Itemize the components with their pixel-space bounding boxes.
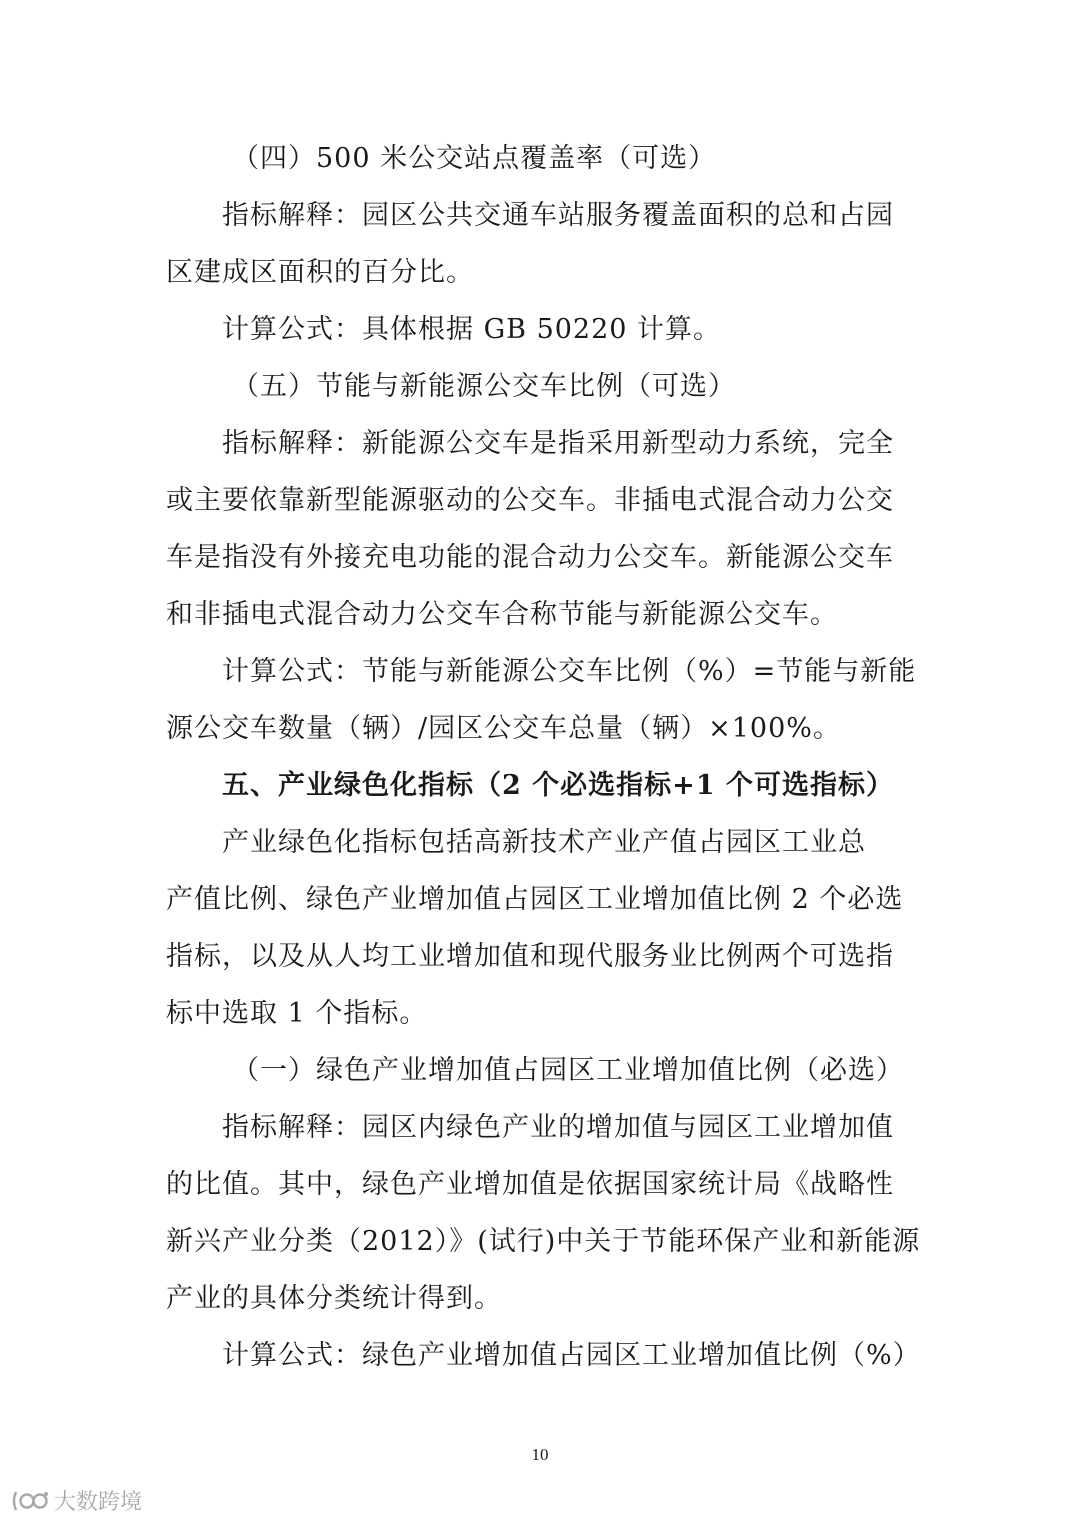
paragraph-line: 产业的具体分类统计得到。 — [166, 1283, 502, 1314]
paragraph-line: 的比值。其中，绿色产业增加值是依据国家统计局《战略性 — [166, 1169, 894, 1200]
paragraph-line: 产业绿色化指标包括高新技术产业产值占园区工业总 — [222, 827, 866, 858]
watermark-text: 大数跨境 — [54, 1490, 143, 1515]
paragraph-line: 计算公式：绿色产业增加值占园区工业增加值比例（%） — [222, 1340, 921, 1371]
paragraph-line: 区建成区面积的百分比。 — [166, 257, 474, 288]
paragraph-line: 车是指没有外接充电功能的混合动力公交车。新能源公交车 — [166, 542, 894, 573]
subsection-heading-green-industry-value: （一）绿色产业增加值占园区工业增加值比例（必选） — [232, 1055, 904, 1086]
paragraph-line: 和非插电式混合动力公交车合称节能与新能源公交车。 — [166, 599, 838, 630]
paragraph-line: 或主要依靠新型能源驱动的公交车。非插电式混合动力公交 — [166, 485, 894, 516]
paragraph-line: 指标解释：新能源公交车是指采用新型动力系统，完全 — [222, 428, 894, 459]
page-number: 10 — [531, 1445, 549, 1464]
subsection-heading-bus-stop-coverage: （四）500 米公交站点覆盖率（可选） — [232, 143, 717, 174]
subsection-heading-new-energy-bus: （五）节能与新能源公交车比例（可选） — [232, 371, 736, 402]
paragraph-line: 标中选取 1 个指标。 — [166, 998, 428, 1029]
paragraph-line: 指标解释：园区内绿色产业的增加值与园区工业增加值 — [222, 1112, 894, 1143]
paragraph-line: 指标解释：园区公共交通车站服务覆盖面积的总和占园 — [222, 200, 894, 231]
paragraph-line: 新兴产业分类（2012）》(试行)中关于节能环保产业和新能源 — [166, 1226, 921, 1257]
paragraph-line: 计算公式：节能与新能源公交车比例（%）=节能与新能 — [222, 656, 917, 687]
paragraph-line: 产值比例、绿色产业增加值占园区工业增加值比例 2 个必选 — [166, 884, 904, 915]
watermark — [10, 1485, 142, 1516]
paragraph-line: 计算公式：具体根据 GB 50220 计算。 — [222, 314, 722, 345]
watermark-logo-icon — [10, 1488, 50, 1514]
paragraph-line: 源公交车数量（辆）/园区公交车总量（辆）×100%。 — [166, 713, 841, 744]
paragraph-line: 指标，以及从人均工业增加值和现代服务业比例两个可选指 — [166, 941, 894, 972]
section-heading-industry-greening: 五、产业绿色化指标（2 个必选指标+1 个可选指标） — [222, 770, 894, 801]
